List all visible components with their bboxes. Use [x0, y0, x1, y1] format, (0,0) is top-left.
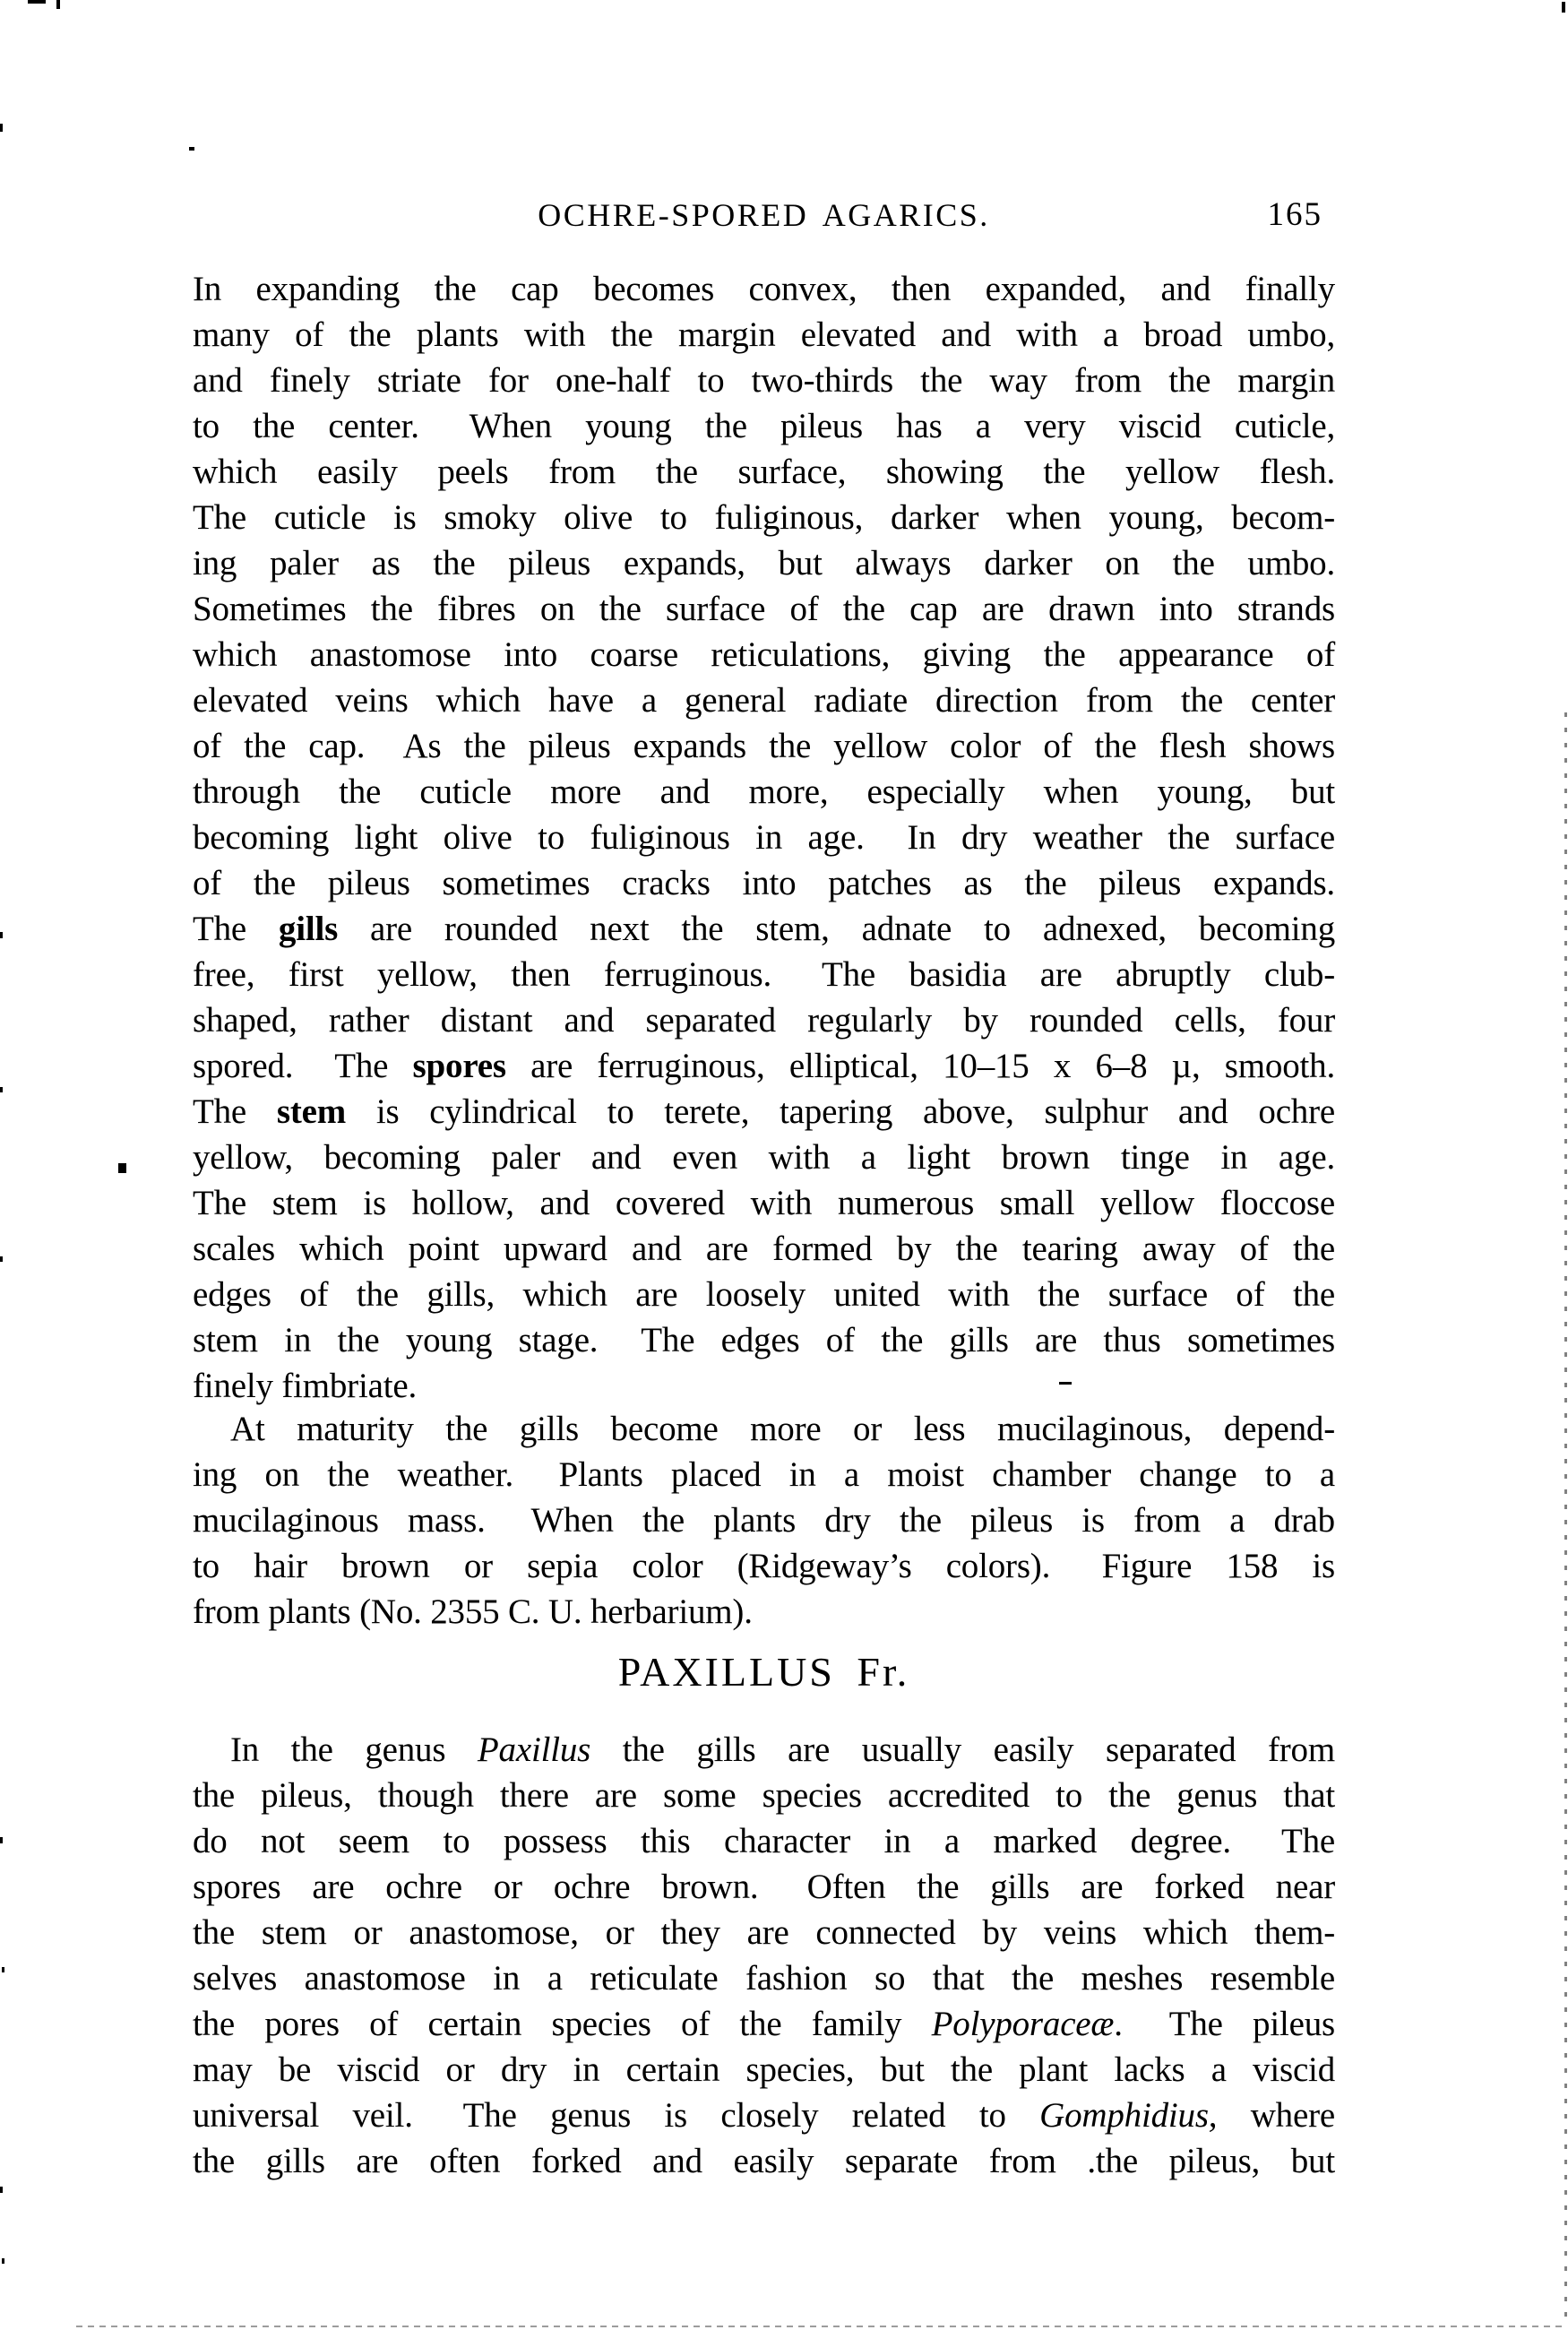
scan-speck [28, 0, 46, 4]
text-line [193, 1543, 1335, 1589]
text-run: Sometimes the fibres on the surface of the cap are drawn into strands [193, 590, 1335, 628]
scan-right-edge-dotted-line [1564, 712, 1567, 2326]
bold-term: gills [278, 910, 339, 948]
text-run: The [193, 910, 279, 948]
bold-term: stem [276, 1092, 347, 1131]
text-run: the stem or anastomose, or they are connected by veins which them- [193, 1913, 1335, 1952]
text-run: to hair brown or sepia color (Ridgeway’s colors). Figure 158 is [193, 1547, 1335, 1585]
text-run: are ferruginous, elliptical, 10–15 x 6–8 µ, smooth. [505, 1047, 1335, 1085]
text-run: which easily peels from the surface, showing the yellow flesh. [193, 453, 1335, 491]
text-run: to the center. When young the pileus has a very viscid cuticle, [193, 407, 1335, 445]
text-run: universal veil. The genus is closely related to [193, 2096, 1040, 2135]
scan-bottom-edge-line [76, 2326, 1564, 2327]
scan-speck [0, 1837, 3, 1843]
text-line [193, 1272, 1335, 1317]
scan-speck [0, 2187, 3, 2193]
text-line [193, 1226, 1335, 1272]
scan-speck [2, 1967, 4, 1972]
text-run: the gills are usually easily separated from [590, 1730, 1335, 1769]
text-run: The cuticle is smoky olive to fuliginous, darker when young, becom- [193, 498, 1335, 537]
text-line [193, 1043, 1335, 1089]
text-line [193, 1773, 1335, 1818]
text-run: edges of the gills, which are loosely united with the surface of the [193, 1275, 1335, 1314]
scan-speck [2, 2258, 4, 2264]
text-line [193, 358, 1335, 403]
text-line [193, 1317, 1335, 1363]
text-run: elevated veins which have a general radiate direction from the center [193, 681, 1335, 720]
header-title: OCHRE-SPORED AGARICS. [538, 197, 990, 233]
text-line [193, 677, 1335, 723]
page-number: 165 [1267, 196, 1322, 233]
text-run: . The pileus [1114, 2005, 1335, 2043]
scan-speck [0, 124, 3, 132]
text-run: the pileus, though there are some species accredited to the genus that [193, 1776, 1335, 1815]
italic-term: Gomphidius, [1039, 2096, 1218, 2135]
text-run: of the pileus sometimes cracks into patches as the pileus expands. [193, 864, 1335, 902]
text-line [193, 495, 1335, 540]
text-line [193, 1864, 1335, 1910]
text-run: In the genus [230, 1730, 478, 1769]
text-line [193, 312, 1335, 358]
scan-speck [1059, 1382, 1072, 1385]
text-run: the pores of certain species of the family [193, 2005, 932, 2043]
paragraph-genus-paxillus [193, 1727, 1335, 2184]
scan-speck [0, 932, 3, 938]
italic-term: Polyporaceæ [931, 2005, 1115, 2043]
text-line [193, 906, 1335, 952]
paragraph-maturity-notes [193, 1406, 1335, 1635]
text-line [193, 1910, 1335, 1955]
scan-speck [56, 0, 60, 9]
text-run: may be viscid or dry in certain species, but the plant lacks a viscid [193, 2050, 1335, 2089]
text-line [193, 1180, 1335, 1226]
text-line [193, 2001, 1335, 2047]
text-line [193, 1497, 1335, 1543]
text-run: which anastomose into coarse reticulations, giving the appearance of [193, 635, 1335, 674]
scan-speck [189, 147, 194, 151]
text-line [193, 769, 1335, 815]
text-line [193, 997, 1335, 1043]
scan-speck [1562, 2, 1565, 13]
text-run: through the cuticle more and more, especially when young, but [193, 772, 1335, 811]
text-run: spores are ochre or ochre brown. Often the gills are forked near [193, 1868, 1335, 1906]
text-run: the gills are often forked and easily separate from .the pileus, but [193, 2142, 1335, 2180]
paragraph-continued-species-description [193, 266, 1335, 1409]
text-line [193, 1363, 1335, 1409]
text-line [193, 586, 1335, 632]
text-run: and finely striate for one-half to two-thirds the way from the margin [193, 361, 1335, 400]
text-run: ing paler as the pileus expands, but always darker on the umbo. [193, 544, 1335, 582]
text-line [193, 2138, 1335, 2184]
text-run: are rounded next the stem, adnate to adnexed, becoming [338, 910, 1335, 948]
text-line [193, 2093, 1335, 2138]
text-line [193, 1135, 1335, 1180]
text-run: ing on the weather. Plants placed in a moist chamber change to a [193, 1455, 1335, 1494]
text-line [193, 1818, 1335, 1864]
text-run: is cylindrical to terete, tapering above, sulphur and ochre [346, 1092, 1335, 1131]
text-run: In expanding the cap becomes convex, then expanded, and finally [193, 270, 1335, 308]
text-run: mucilaginous mass. When the plants dry the pileus is from a drab [193, 1501, 1335, 1540]
text-line [193, 403, 1335, 449]
text-run: spored. The [193, 1047, 413, 1085]
text-run: from plants (No. 2355 C. U. herbarium). [193, 1592, 753, 1631]
text-run: The [193, 1092, 277, 1131]
text-run: do not seem to possess this character in a marked degree. The [193, 1822, 1335, 1860]
text-line [193, 723, 1335, 769]
italic-term: Paxillus [477, 1730, 591, 1769]
text-run: many of the plants with the margin elevated and with a broad umbo, [193, 315, 1335, 354]
text-run: The stem is hollow, and covered with numerous small yellow floccose [193, 1184, 1335, 1222]
text-run: finely fimbriate. [193, 1367, 418, 1405]
text-run: selves anastomose in a reticulate fashion so that the meshes resemble [193, 1959, 1335, 1998]
text-line [193, 266, 1335, 312]
text-line [193, 860, 1335, 906]
text-line [193, 1727, 1335, 1773]
text-run: scales which point upward and are formed by the tearing away of the [193, 1230, 1335, 1268]
text-line [193, 540, 1335, 586]
text-line [193, 1955, 1335, 2001]
text-line [193, 1452, 1335, 1497]
text-line [193, 815, 1335, 860]
text-run: stem in the young stage. The edges of the gills are thus sometimes [193, 1321, 1335, 1359]
running-header [193, 195, 1335, 240]
text-run: where [1217, 2096, 1335, 2135]
text-line [193, 1589, 1335, 1635]
text-run: yellow, becoming paler and even with a light brown tinge in age. [193, 1138, 1335, 1177]
text-line [193, 2047, 1335, 2093]
text-run: free, first yellow, then ferruginous. The basidia are abruptly club- [193, 955, 1335, 994]
scan-speck [0, 1087, 3, 1092]
scan-speck [118, 1163, 126, 1173]
text-run: of the cap. As the pileus expands the yellow color of the flesh shows [193, 727, 1335, 765]
section-heading-paxillus: PAXILLUS Fr. [617, 1649, 910, 1695]
text-line [193, 1406, 1335, 1452]
text-run: becoming light olive to fuliginous in age. In dry weather the surface [193, 818, 1335, 857]
scan-speck [0, 1256, 3, 1262]
text-line [193, 952, 1335, 997]
bold-term: spores [412, 1047, 506, 1085]
text-run: shaped, rather distant and separated regularly by rounded cells, four [193, 1001, 1335, 1040]
text-line [193, 632, 1335, 677]
text-line [193, 449, 1335, 495]
text-run: At maturity the gills become more or less mucilaginous, depend- [230, 1410, 1335, 1448]
text-line [193, 1089, 1335, 1135]
